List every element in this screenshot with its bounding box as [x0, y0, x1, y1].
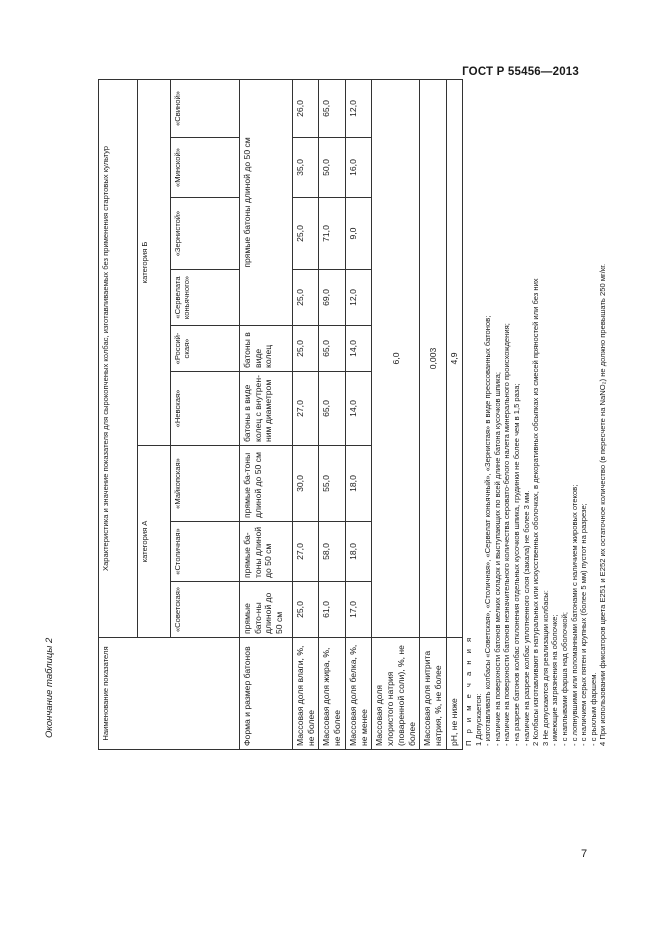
table-cell: 25,0: [293, 270, 319, 326]
table-cell: 69,0: [319, 270, 345, 326]
row-label: Массовая доля белка, %, не менее: [345, 638, 371, 750]
table-cell: 18,0: [345, 446, 371, 522]
table-cell: 0,003: [420, 79, 446, 637]
note-line: - с наплывами фарша над оболочкой;: [559, 612, 569, 746]
product-header: «Сервелата коньячного»: [171, 270, 240, 326]
table-row: [240, 79, 293, 749]
note-line: - с наличием серых пятен и крупных (более 5 мм) пустот на разрезе;: [579, 503, 589, 746]
product-header: «Невская»: [171, 372, 240, 446]
note-line: 3 Не допускаются для реализации колбасы:: [540, 590, 550, 746]
table-cell: 14,0: [345, 326, 371, 372]
table-notes: [464, 86, 608, 746]
category-b-header: категория Б: [138, 79, 171, 445]
table-cell: 12,0: [345, 79, 371, 137]
row-label: pH, не ниже: [446, 638, 462, 750]
table-cell: 12,0: [345, 270, 371, 326]
table-cell: 65,0: [319, 372, 345, 446]
row-label: Форма и размер батонов: [240, 638, 293, 750]
table-cell: 25,0: [293, 326, 319, 372]
col-name-header: Наименование показателя: [99, 638, 240, 750]
note-line: - наличие на разрезе колбас уплотненного слоя (закала) не более 3 мм.: [521, 490, 531, 746]
table-cell: 65,0: [319, 326, 345, 372]
table-cell: 27,0: [293, 522, 319, 582]
rotated-table-block: [40, 70, 608, 760]
note-line: - наличие на поверхности батонов незначительного количества серовато-белого налета минерального происхождения;: [502, 323, 512, 746]
table-caption: Окончание таблицы 2: [44, 637, 55, 738]
table-cell: 17,0: [345, 582, 371, 638]
note-line: - изготавливать колбасы «Советская», «Столичная», «Сервелат коньячный», «Зернистая» в виде прессованных батонов;: [483, 315, 493, 746]
table-cell: 14,0: [345, 372, 371, 446]
table-cell: прямые ба-тоны длиной до 50 см: [240, 446, 293, 522]
table-cell: батоны в виде колец с внутрен-ним диаметром: [240, 372, 293, 446]
table-cell: 4,9: [446, 79, 462, 637]
row-label: Массовая доля жира, %, не более: [319, 638, 345, 750]
table-cell: 61,0: [319, 582, 345, 638]
product-header: «Майкопская»: [171, 446, 240, 522]
table-cell: 9,0: [345, 198, 371, 270]
table-cell: 50,0: [319, 138, 345, 198]
table: [98, 79, 463, 750]
notes-title: П р и м е ч а н и я: [464, 635, 473, 746]
note-line: - наличие на поверхности батонов мелких складок и выступающих по всей длине батона кусочков шпика;: [492, 372, 502, 746]
table-cell: 25,0: [293, 198, 319, 270]
table-cell: 25,0: [293, 582, 319, 638]
table-row: [420, 79, 446, 749]
table-cell: 16,0: [345, 138, 371, 198]
note-line: - с рыхлым фаршем.: [588, 672, 598, 746]
row-label: Массовая доля нитрита натрия, %, не более: [420, 638, 446, 750]
table-cell: 26,0: [293, 79, 319, 137]
note-line: - на разрезе батонов колбас отклонения отдельных кусочков шпика, грудинки не более чем в 1,5 раза;: [511, 383, 521, 746]
table-cell: 58,0: [319, 522, 345, 582]
note-line: - имеющие загрязнения на оболочке;: [550, 614, 560, 746]
row-label: Массовая доля хлористого натрия (поваренной соли), %, не более: [372, 638, 420, 750]
table-cell: прямые батоны длиной до 50 см: [240, 79, 293, 325]
row-label: Массовая доля влаги, %, не более: [293, 638, 319, 750]
table-cell: 27,0: [293, 372, 319, 446]
product-header: «Зернистой»: [171, 198, 240, 270]
page-number: 7: [581, 848, 588, 860]
table-row: [345, 79, 371, 749]
table-cell: батоны в виде колец: [240, 326, 293, 372]
table-row: [319, 79, 345, 749]
table-cell: 35,0: [293, 138, 319, 198]
product-header: «Советская»: [171, 582, 240, 638]
table-cell: 18,0: [345, 522, 371, 582]
table-cell: прямые ба-тоны длиной до 50 см: [240, 522, 293, 582]
table-row: [446, 79, 462, 749]
note-line: 2 Колбасы изготавливают в натуральных или искусственных оболочках, в декоративных обсыпках из смесей пряностей или без них: [531, 278, 541, 746]
note-line: - с лопнувшими или поломанными батонами с наличием жировых отеков;: [569, 484, 579, 746]
category-a-header: категория А: [138, 446, 171, 638]
table-cell: прямые бато-ны длиной до 50 см: [240, 582, 293, 638]
note-line: 1 Допускается:: [473, 693, 483, 746]
product-header: «Минской»: [171, 138, 240, 198]
group-header: Характеристика и значение показателя для сырокопченых колбас, изготавливаемых без применения стартовых культур: [99, 79, 138, 637]
document-header: ГОСТ Р 55456—2013: [462, 66, 579, 78]
table-cell: 65,0: [319, 79, 345, 137]
table-row: [293, 79, 319, 749]
note-line: 4 При использовании фиксаторов цвета Е251 и Е252 их остаточное количество (в пересчете на NaNO₂) не должно превышать 250 мг/кг.: [598, 263, 608, 746]
table-cell: 30,0: [293, 446, 319, 522]
table-cell: 6,0: [372, 79, 420, 637]
product-header: «Столичная»: [171, 522, 240, 582]
product-header: «Свиной»: [171, 79, 240, 137]
table-cell: 71,0: [319, 198, 345, 270]
table-cell: 55,0: [319, 446, 345, 522]
table-row: [372, 79, 420, 749]
product-header: «Россий-ская»: [171, 326, 240, 372]
